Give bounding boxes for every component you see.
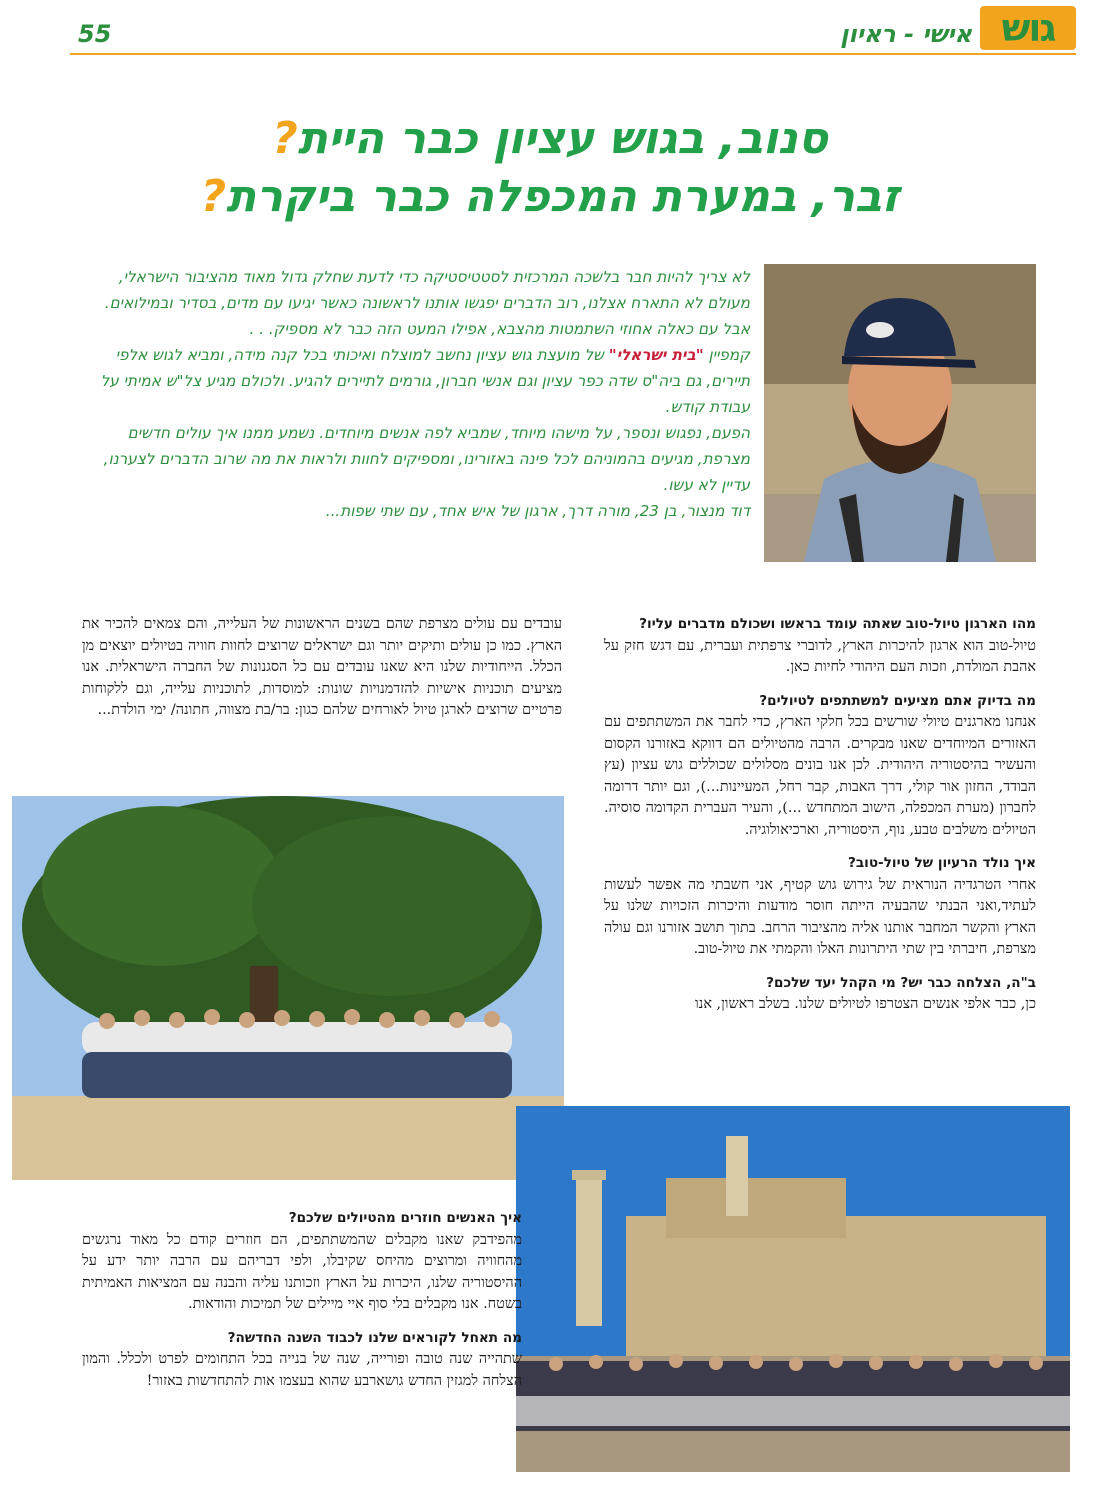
headline-line-1-text: סנוב, בגוש עציון כבר היית <box>297 113 828 164</box>
question-4: ב"ה, הצלחה כבר יש? מי הקהל יעד שלכם? <box>766 974 1036 991</box>
page-number: 55 <box>78 20 112 48</box>
question-1: מהו הארגון טיול-טוב שאתה עומד בראשו ושכולם מדברים עליו? <box>639 616 1036 632</box>
answer-6: שתהייה שנה טובה ופורייה, שנה של בנייה בכל התחומים לפרט ולכלל. והמון הצלחה למגזין החדש גושארבע שהוא בעצמו אות להתחדשות באזור! <box>82 1351 522 1389</box>
article-column-right <box>604 614 1036 1028</box>
question-6: מה תאחל לקוראים שלנו לכבוד השנה החדשה? <box>227 1329 522 1346</box>
portrait-photo <box>764 264 1036 562</box>
headline-question-mark-2: ? <box>200 171 227 222</box>
answer-1: טיול-טוב הוא ארגון להיכרות הארץ, לדוברי צרפתית ועברית, עם דגש חזק על אהבת המולדת, וזכות העם היהודי לחיות כאן. <box>604 637 1036 675</box>
answer-2: אנחנו מארגנים טיולי שורשים בכל חלקי הארץ, כדי לחבר את המשתתפים עם האזורים המיוחדים שאנו מבקרים. הרבה מהטיולים הם דווקא באזורנו הקסום והעשיר בהיסטוריה היהודית. לכן אנו בונים מסלולים שכוללים גוש עציון (עץ הבודד, החזון אור קולי, דרך האבות, קבר רחל, המעיינות...), וגם יותר דרומה לחברון (מערת המכפלה, הישוב המתחדש ...), והעיר העברית הקדומה סוסיה. הטיולים משלבים טבע, נוף, היסטוריה, וארכיאולוגיה. <box>604 714 1036 838</box>
article-column-left <box>82 614 562 722</box>
qa-block-6 <box>82 1328 522 1393</box>
intro-p2-post: של מועצת גוש עציון נחשב למוצלח ואיכותי בכל קנה מידה, ומביא לגוש אלפי תיירים, גם ביה"ס שדה כפר עציון וגם אנשי חברון, גורמים לתיירים להגיע. ולכולם מגיע צל"ש אמיתי על עבודת קודש. <box>100 346 750 416</box>
qa-block-4 <box>604 973 1036 1016</box>
cave-photo-illustration <box>516 1106 1070 1472</box>
intro-p2-pre: קמפיין <box>703 346 750 364</box>
group-photo-tree <box>12 796 564 1180</box>
portrait-illustration <box>764 264 1036 562</box>
answer-4-continued: עובדים עם עולים מצרפת שהם בשנים הראשונות של העלייה, והם צמאים להכיר את הארץ. כמו כן עולים ותיקים יותר וגם ישראלים שרוצים לחוות חוויה בטיולים יוצאים מן הכלל. הייחודיות שלנו היא שאנו עובדים עם כל הסגנונות של החברה הישראלית. אנו מציעים תוכניות אישיות להזדמנויות שונות: למוסדות, לתוכניות עלייה, וגם ללקוחות פרטיים שרוצים לארגן טיול לאורחים שלהם כגון: בר/בת מצווה, חתונה/ ימי הולדת... <box>82 616 562 718</box>
header-rule <box>70 53 1076 55</box>
section-label: אישי - ראיון <box>840 20 972 48</box>
qa-block-2 <box>604 691 1036 842</box>
intro-paragraphs <box>100 264 750 524</box>
qa-block-3 <box>604 853 1036 961</box>
question-5: איך האנשים חוזרים מהטיולים שלכם? <box>288 1210 522 1226</box>
magazine-logo: גוש <box>980 6 1076 50</box>
headline-line-1 <box>60 110 1040 168</box>
answer-4-start: כן, כבר אלפי אנשים הצטרפו לטיולים שלנו. בשלב ראשון, אנו <box>694 996 1036 1012</box>
group-photo-illustration <box>12 796 564 1180</box>
answer-5: מהפידבק שאנו מקבלים שהמשתתפים, הם חוזרים קודם כל מאוד נרגשים מהחוויה ומרוצים מהיחס שקיבלו, ולפי דבריהם עם הרבה יותר ידע על ההיסטוריה שלנו, היכרות על הארץ וזכותנו עליה והבנה עם המציאות האמיתית בשטח. אנו מקבלים בלי סוף איי מיילים של תמיכות והודאות. <box>82 1231 522 1312</box>
question-2: מה בדיוק אתם מציעים למשתתפים לטיולים? <box>759 692 1036 709</box>
question-3: איך נולד הרעיון של טיול-טוב? <box>847 855 1036 871</box>
interviewee-credit: דוד מנצור, בן 23, מורה דרך, ארגון של איש אחד, עם שתי שפות... <box>325 502 750 520</box>
qa-block-5 <box>82 1208 522 1316</box>
article-column-bottom <box>82 1208 522 1404</box>
intro-paragraph-2 <box>100 342 750 420</box>
qa-block-1 <box>604 614 1036 679</box>
campaign-name-highlight: "בית ישראלי" <box>608 346 704 364</box>
headline-line-2-text: זבר, במערת המכפלה כבר ביקרת <box>226 171 900 222</box>
article-headline <box>60 110 1040 226</box>
headline-line-2 <box>60 168 1040 226</box>
group-photo-cave-of-patriarchs <box>516 1106 1070 1472</box>
answer-3: אחרי הטרגדיה הנוראית של גירוש גוש קטיף, אני חשבתי מה אפשר לעשות לעתיד,ואני הבנתי שהבעיה הייתה חוסר מודעות והיכרות הזכויות שלנו על הארץ והקשר המחבר אותנו אליה מהציבור הרחב. בתוך תושב אזורנו וגם עולה מצרפת, חיברתי בין שתי היתרונות האלו והקמתי את טיול-טוב. <box>604 876 1036 957</box>
intro-paragraph-3: הפעם, נפגוש ונספר, על מישהו מיוחד, שמביא לפה אנשים מיוחדים. נשמע ממנו איך עולים חדשים מצרפת, מגיעים בהמוניהם לכל פינה באזורינו, ומספיקים לחוות ולראות את מה שרוב הדברים לצערנו, עדיין לא עשו. <box>103 424 750 494</box>
headline-question-mark-1: ? <box>272 113 298 164</box>
intro-paragraph-1: לא צריך להיות חבר בלשכה המרכזית לסטטיסטיקה כדי לדעת שחלק גדול מאוד מהציבור הישראלי, מעולם לא התארח אצלנו, רוב הדברים יפגשו אותנו לראשונה כאשר יגיעו עם מדים, בסדיר ובמילואים. אבל עם כאלה אחוזי השתמטות מהצבא, אפילו המעט הזה כבר לא מספיק. . . <box>104 268 750 338</box>
